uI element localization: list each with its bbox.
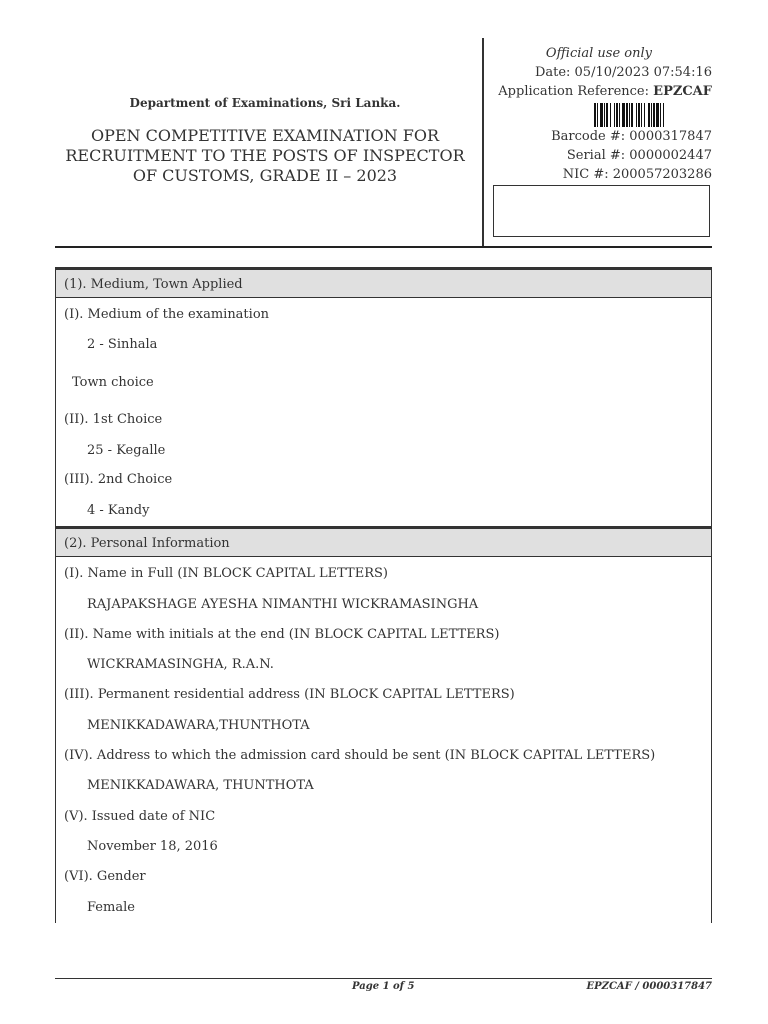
- first-choice-label: (II). 1st Choice: [64, 412, 163, 427]
- permanent-address-value: MENIKKADAWARA,THUNTHOTA: [87, 718, 310, 733]
- section-medium-town: [55, 267, 712, 527]
- barcode-icon: [594, 103, 712, 127]
- section-heading: (1). Medium, Town Applied: [56, 268, 711, 298]
- section-personal-info: [55, 526, 712, 923]
- gender-value: Female: [87, 900, 135, 915]
- official-stamp-box: [493, 185, 710, 237]
- header-rule: [55, 246, 712, 248]
- header-title-block: [55, 38, 483, 246]
- gender-label: (VI). Gender: [64, 869, 146, 884]
- department-name: Department of Examinations, Sri Lanka.: [129, 96, 401, 110]
- header-divider: [482, 38, 484, 246]
- admission-address-value: MENIKKADAWARA, THUNTHOTA: [87, 778, 314, 793]
- serial-number: Serial #: 0000002447: [566, 148, 712, 163]
- nic-number: NIC #: 200057203286: [562, 167, 712, 182]
- application-reference-value: EPZCAF: [653, 84, 712, 99]
- application-reference-label: Application Reference:: [498, 84, 654, 99]
- admission-address-label: (IV). Address to which the admission card should be sent (IN BLOCK CAPITAL LETTERS): [64, 748, 656, 763]
- official-use-block: [485, 38, 712, 246]
- page-number: Page 1 of 5: [352, 981, 415, 992]
- document-header: [55, 38, 712, 246]
- application-reference: [498, 84, 712, 99]
- first-choice-value: 25 - Kegalle: [87, 443, 166, 458]
- initials-label: (II). Name with initials at the end (IN BLOCK CAPITAL LETTERS): [64, 627, 500, 642]
- barcode-number: Barcode #: 0000317847: [551, 129, 712, 144]
- second-choice-label: (III). 2nd Choice: [64, 472, 173, 487]
- nic-issued-date-value: November 18, 2016: [87, 839, 218, 854]
- footer-rule: [55, 978, 712, 979]
- nic-issued-date-label: (V). Issued date of NIC: [64, 809, 216, 824]
- exam-title: OPEN COMPETITIVE EXAMINATION FOR RECRUITMENT TO THE POSTS OF INSPECTOR OF CUSTOMS, GRADE II – 2023: [65, 126, 465, 185]
- medium-value: 2 - Sinhala: [87, 337, 158, 352]
- medium-label: (I). Medium of the examination: [64, 307, 270, 322]
- full-name-label: (I). Name in Full (IN BLOCK CAPITAL LETTERS): [64, 566, 388, 581]
- application-date: Date: 05/10/2023 07:54:16: [534, 65, 712, 80]
- full-name-value: RAJAPAKSHAGE AYESHA NIMANTHI WICKRAMASINGHA: [87, 597, 479, 612]
- footer-reference: EPZCAF / 0000317847: [586, 981, 712, 992]
- town-choice-label: Town choice: [72, 375, 154, 390]
- official-use-label: Official use only: [545, 46, 652, 61]
- initials-value: WICKRAMASINGHA, R.A.N.: [87, 657, 274, 672]
- second-choice-value: 4 - Kandy: [87, 503, 150, 518]
- section-heading: (2). Personal Information: [56, 527, 711, 557]
- permanent-address-label: (III). Permanent residential address (IN BLOCK CAPITAL LETTERS): [64, 687, 515, 702]
